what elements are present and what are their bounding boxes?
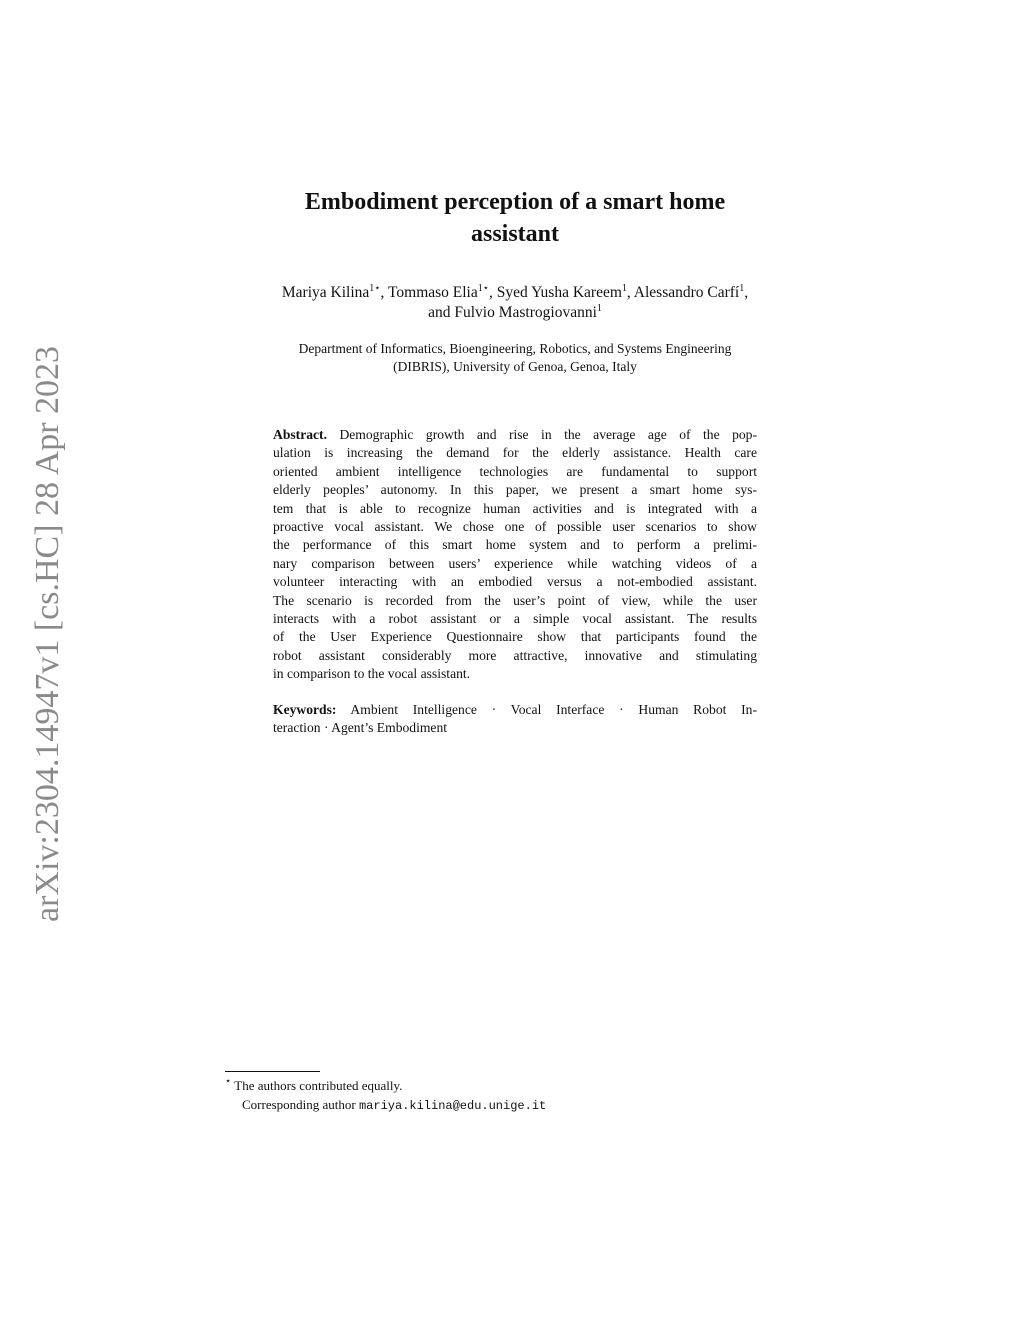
author-affiliation-mark: 1⋆ [477,283,490,294]
author-affiliation-mark: 1 [621,283,627,294]
footnote-divider [225,1071,320,1072]
author-name: , Alessandro Carfí [626,284,740,301]
abstract-line: Abstract. Demographic growth and rise in the average age of the pop- [273,427,757,442]
footnote [225,1077,785,1115]
footnote-line-2: Corresponding author mariya.kilina@edu.unige.it [242,1096,547,1113]
author-line-1 [0,283,1024,303]
author-name: , Syed Yusha Kareem [489,284,622,301]
abstract-line: robot assistant considerably more attractive, innovative and stimulating [273,647,757,663]
abstract-line: interacts with a robot assistant or a simple vocal assistant. The results [273,611,757,627]
abstract-line: volunteer interacting with an embodied versus a not-embodied assistant. [273,574,757,590]
abstract-line: proactive vocal assistant. We chose one of possible user scenarios to show [273,519,757,535]
author-affiliation-mark: 1 [739,283,745,294]
footnote-mark: ⋆ [225,1076,232,1087]
abstract-line: nary comparison between users’ experience while watching videos of a [273,555,757,571]
abstract-line: tem that is able to recognize human activities and is integrated with a [273,500,757,516]
author-affiliation-mark: 1 [596,303,602,314]
affiliation-line-1: Department of Informatics, Bioengineering, Robotics, and Systems Engineering [298,341,732,356]
abstract-line: ulation is increasing the demand for the elderly assistance. Health care [273,445,757,461]
author-name: Mariya Kilina [281,284,370,301]
abstract-line: elderly peoples’ autonomy. In this paper, we present a smart home sys- [273,482,757,498]
corresponding-email-link[interactable]: mariya.kilina@edu.unige.it [358,1098,547,1113]
keywords-line: teraction · Agent’s Embodiment [273,720,448,736]
abstract-line: of the User Experience Questionnaire show that participants found the [273,629,757,645]
keywords-label: Keywords: [273,702,337,717]
abstract-line: in comparison to the vocal assistant. [273,666,471,682]
keywords-line: Keywords: Ambient Intelligence · Vocal Interface · Human Robot In- [273,702,757,717]
abstract-line: oriented ambient intelligence technologies are fundamental to support [273,463,757,479]
keywords [273,701,757,738]
abstract-line: the performance of this smart home system and to perform a prelimi- [273,537,757,553]
abstract [273,426,757,684]
affiliation [0,340,1024,376]
abstract-line: The scenario is recorded from the user’s point of view, while the user [273,592,757,608]
footnote-line-1: ⋆ The authors contributed equally. [225,1076,403,1093]
paper-title [0,186,1024,250]
author-list [0,283,1024,323]
author-name: and Fulvio Mastrogiovanni [428,304,597,321]
abstract-label: Abstract. [273,427,327,442]
author-name: , Tommaso Elia [380,284,478,301]
arxiv-identifier: arXiv:2304.14947v1 [cs.HC] 28 Apr 2023 [29,345,66,922]
author-separator: , [744,284,749,301]
affiliation-line-2: (DIBRIS), University of Genoa, Genoa, Italy [393,359,637,374]
author-affiliation-mark: 1⋆ [369,283,381,294]
author-line-2 [0,303,1024,323]
title-line-2: assistant [470,221,560,247]
title-line-1: Embodiment perception of a smart home [304,189,726,215]
